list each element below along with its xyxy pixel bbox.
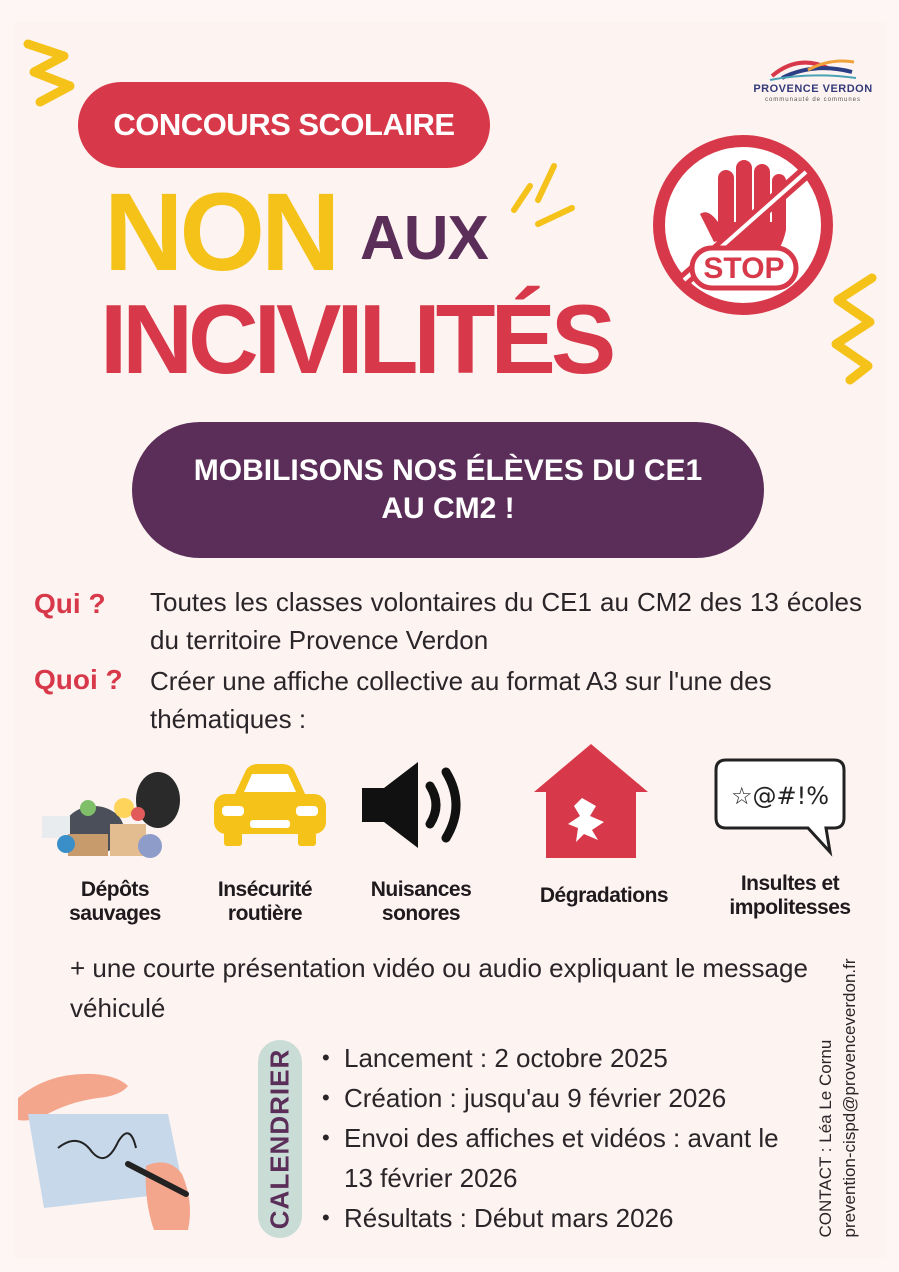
qui-label: Qui ? <box>34 588 106 619</box>
theme-label-insultes: Insultes et impolitesses <box>729 872 851 919</box>
contact-name: CONTACT : Léa Le Cornu <box>816 1039 835 1238</box>
calendar-label: CALENDRIER <box>264 1048 295 1230</box>
contest-banner <box>78 82 490 168</box>
quoi-text: Créer une affiche collective au format A3 sur l'une des thématiques : <box>150 666 772 734</box>
stop-hand-icon <box>648 130 838 320</box>
calendar-item: • Lancement : 2 octobre 2025 <box>322 1038 812 1078</box>
trash-pile-icon <box>38 764 182 864</box>
title-aux: AUX <box>360 204 488 273</box>
drawing-hands-illustration <box>18 1062 208 1240</box>
subtitle-text: MOBILISONS NOS ÉLÈVES DU CE1 AU CM2 ! <box>193 454 703 525</box>
subtitle-pill <box>132 422 764 558</box>
theme-label-nuisances: Nuisances sonores <box>370 878 472 925</box>
banner-label: CONCOURS SCOLAIRE <box>113 107 455 142</box>
contact-email[interactable]: prevention-cispd@provenceverdon.fr <box>840 958 859 1238</box>
calendar-item: • Envoi des affiches et vidéos : avant le 13 février 2026 <box>322 1118 812 1198</box>
speech-bubble-icon <box>712 756 848 860</box>
qui-text: Toutes les classes volontaires du CE1 au CM2 des 13 écoles du territoire Provence Verdon <box>150 587 862 655</box>
speaker-icon <box>360 760 472 850</box>
title-non: NON <box>104 171 337 294</box>
theme-label-depots: Dépôts sauvages <box>69 878 161 925</box>
calendar-list <box>322 1038 812 1238</box>
contact-block <box>814 958 862 1237</box>
sparkle-lines-decoration <box>508 160 580 234</box>
calendar-item: • Résultats : Début mars 2026 <box>322 1198 812 1238</box>
broken-house-icon <box>532 742 650 860</box>
zigzag-decoration-top-left <box>22 36 92 116</box>
title-incivilites: INCIVILITÉS <box>100 284 612 394</box>
extra-requirement: + une courte présentation vidéo ou audio expliquant le message véhiculé <box>70 953 808 1023</box>
quoi-label: Quoi ? <box>34 664 123 695</box>
logo-subtitle: communauté de communes <box>764 97 862 103</box>
theme-label-insecurite: Insécurité routière <box>217 878 313 925</box>
car-icon <box>210 762 330 852</box>
provence-verdon-logo-icon <box>768 50 858 82</box>
calendar-item: • Création : jusqu'au 9 février 2026 <box>322 1078 812 1118</box>
stop-text: STOP <box>703 252 785 285</box>
logo-name: PROVENCE VERDON <box>753 83 873 95</box>
speech-bubble-symbols: ☆@#!% <box>730 782 830 810</box>
theme-label-degradations: Dégradations <box>539 884 669 907</box>
